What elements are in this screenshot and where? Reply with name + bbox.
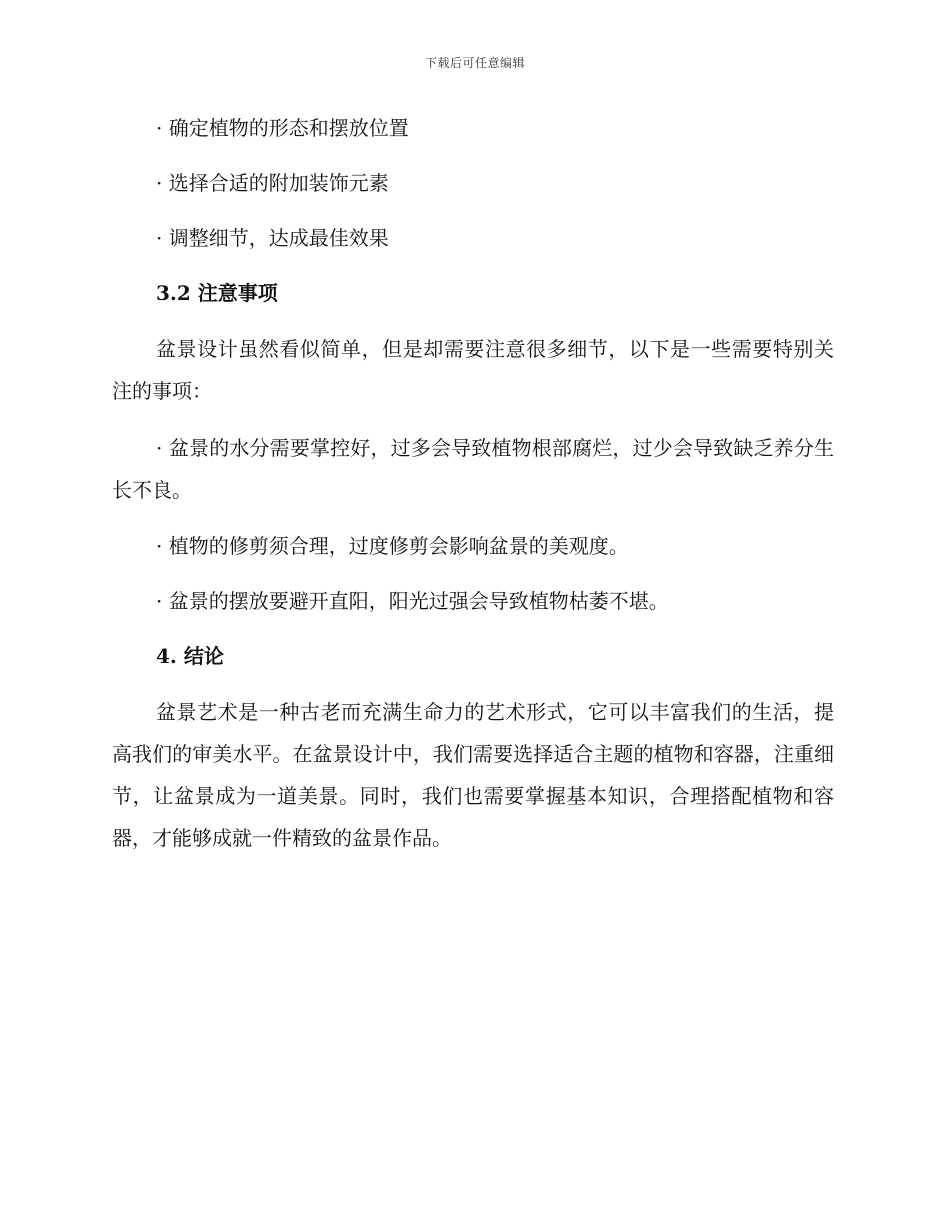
section-heading-4: 4. 结论	[156, 644, 224, 668]
page-header: 下载后可任意编辑	[424, 56, 525, 70]
document-body	[112, 108, 834, 874]
conclusion-paragraph: 盆景艺术是一种古老而充满生命力的艺术形式，它可以丰富我们的生活，提高我们的审美水平。在盆景设计中，我们需要选择适合主题的植物和容器，注重细节，让盆景成为一道美景。同时，我们也需要掌握基本知识，合理搭配植物和容器，才能够成就一件精致的盆景作品。	[112, 700, 834, 850]
bullet-item: · 植物的修剪须合理，过度修剪会影响盆景的美观度。	[156, 534, 629, 558]
bullet-item: · 选择合适的附加装饰元素	[156, 171, 389, 195]
section-intro-paragraph: 盆景设计虽然看似简单，但是却需要注意很多细节，以下是一些需要特别关注的事项：	[112, 337, 834, 403]
bullet-item: · 调整细节，达成最佳效果	[156, 226, 389, 250]
section-heading-3-2: 3.2 注意事项	[156, 281, 278, 305]
bullet-item: · 盆景的摆放要避开直阳，阳光过强会导致植物枯萎不堪。	[156, 589, 669, 613]
bullet-item: · 盆景的水分需要掌控好，过多会导致植物根部腐烂，过少会导致缺乏养分生长不良。	[112, 436, 834, 502]
bullet-item: · 确定植物的形态和摆放位置	[156, 116, 409, 140]
